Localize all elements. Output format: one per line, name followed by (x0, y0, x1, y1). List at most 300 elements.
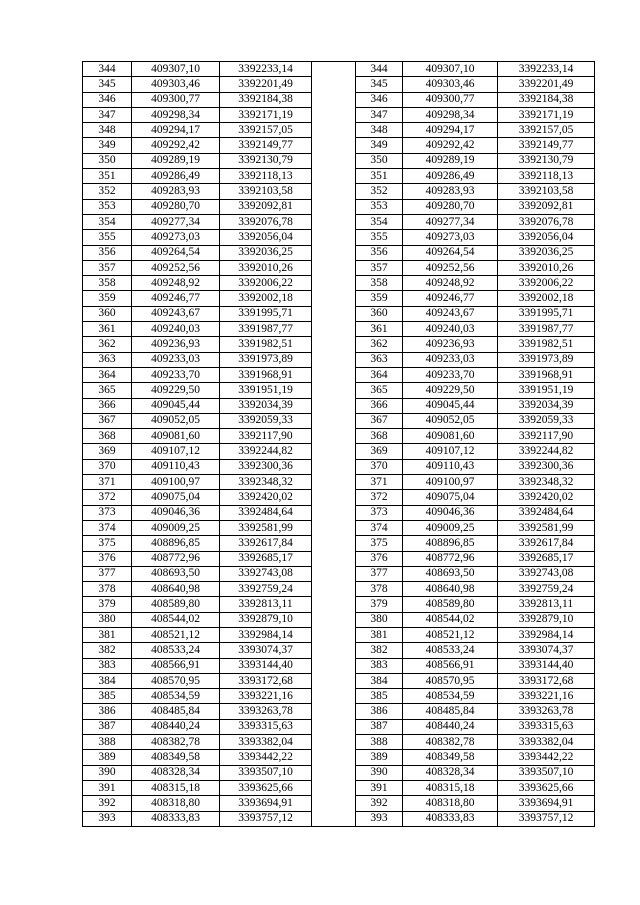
left-y-coordinate: 3392056,04 (220, 230, 312, 245)
table-row (83, 689, 595, 704)
right-x-coordinate: 409236,93 (403, 337, 498, 352)
left-y-coordinate: 3392685,17 (220, 551, 312, 566)
column-gap (312, 184, 356, 199)
right-point-number: 391 (356, 780, 403, 795)
table-row (83, 811, 595, 826)
left-x-coordinate: 408693,50 (132, 566, 220, 581)
left-x-coordinate: 409248,92 (132, 276, 220, 291)
table-row (83, 612, 595, 627)
right-y-coordinate: 3392879,10 (498, 612, 595, 627)
right-x-coordinate: 408349,58 (403, 750, 498, 765)
left-y-coordinate: 3392759,24 (220, 582, 312, 597)
right-x-coordinate: 408318,80 (403, 796, 498, 811)
right-y-coordinate: 3391968,91 (498, 367, 595, 382)
left-point-number: 355 (83, 230, 132, 245)
right-y-coordinate: 3391951,19 (498, 383, 595, 398)
left-x-coordinate: 408318,80 (132, 796, 220, 811)
left-y-coordinate: 3392420,02 (220, 490, 312, 505)
left-point-number: 358 (83, 276, 132, 291)
left-y-coordinate: 3393221,16 (220, 689, 312, 704)
column-gap (312, 627, 356, 642)
right-y-coordinate: 3391995,71 (498, 306, 595, 321)
column-gap (312, 169, 356, 184)
left-y-coordinate: 3392076,78 (220, 214, 312, 229)
column-gap (312, 597, 356, 612)
left-y-coordinate: 3392149,77 (220, 138, 312, 153)
column-gap (312, 673, 356, 688)
left-y-coordinate: 3393507,10 (220, 765, 312, 780)
right-point-number: 350 (356, 153, 403, 168)
left-y-coordinate: 3392184,38 (220, 92, 312, 107)
right-x-coordinate: 409233,70 (403, 367, 498, 382)
right-point-number: 380 (356, 612, 403, 627)
right-point-number: 378 (356, 582, 403, 597)
right-y-coordinate: 3392092,81 (498, 199, 595, 214)
left-y-coordinate: 3392034,39 (220, 398, 312, 413)
table-row (83, 138, 595, 153)
right-y-coordinate: 3393507,10 (498, 765, 595, 780)
right-x-coordinate: 409273,03 (403, 230, 498, 245)
right-point-number: 388 (356, 735, 403, 750)
left-point-number: 348 (83, 123, 132, 138)
left-point-number: 351 (83, 169, 132, 184)
column-gap (312, 780, 356, 795)
column-gap (312, 367, 356, 382)
left-point-number: 387 (83, 719, 132, 734)
left-point-number: 350 (83, 153, 132, 168)
left-x-coordinate: 409286,49 (132, 169, 220, 184)
column-gap (312, 383, 356, 398)
right-point-number: 384 (356, 673, 403, 688)
right-y-coordinate: 3391987,77 (498, 322, 595, 337)
left-point-number: 370 (83, 459, 132, 474)
right-point-number: 362 (356, 337, 403, 352)
right-x-coordinate: 409277,34 (403, 214, 498, 229)
left-y-coordinate: 3392130,79 (220, 153, 312, 168)
right-x-coordinate: 408534,59 (403, 689, 498, 704)
left-x-coordinate: 409045,44 (132, 398, 220, 413)
left-x-coordinate: 408566,91 (132, 658, 220, 673)
left-point-number: 373 (83, 505, 132, 520)
left-x-coordinate: 409081,60 (132, 429, 220, 444)
right-x-coordinate: 409052,05 (403, 413, 498, 428)
column-gap (312, 291, 356, 306)
left-x-coordinate: 409009,25 (132, 520, 220, 535)
left-point-number: 377 (83, 566, 132, 581)
left-point-number: 371 (83, 475, 132, 490)
left-x-coordinate: 408485,84 (132, 704, 220, 719)
table-row (83, 245, 595, 260)
column-gap (312, 306, 356, 321)
column-gap (312, 444, 356, 459)
left-y-coordinate: 3392813,11 (220, 597, 312, 612)
table-row (83, 536, 595, 551)
right-x-coordinate: 408693,50 (403, 566, 498, 581)
left-point-number: 352 (83, 184, 132, 199)
right-point-number: 383 (356, 658, 403, 673)
right-y-coordinate: 3393625,66 (498, 780, 595, 795)
column-gap (312, 276, 356, 291)
left-x-coordinate: 409280,70 (132, 199, 220, 214)
right-y-coordinate: 3392300,36 (498, 459, 595, 474)
left-y-coordinate: 3393172,68 (220, 673, 312, 688)
left-x-coordinate: 408521,12 (132, 627, 220, 642)
right-y-coordinate: 3393442,22 (498, 750, 595, 765)
left-x-coordinate: 408534,59 (132, 689, 220, 704)
column-gap (312, 398, 356, 413)
left-point-number: 363 (83, 352, 132, 367)
right-x-coordinate: 408640,98 (403, 582, 498, 597)
right-y-coordinate: 3392103,58 (498, 184, 595, 199)
left-x-coordinate: 408533,24 (132, 643, 220, 658)
left-y-coordinate: 3393694,91 (220, 796, 312, 811)
right-y-coordinate: 3393757,12 (498, 811, 595, 826)
left-y-coordinate: 3392092,81 (220, 199, 312, 214)
right-point-number: 373 (356, 505, 403, 520)
right-x-coordinate: 408485,84 (403, 704, 498, 719)
left-y-coordinate: 3393442,22 (220, 750, 312, 765)
right-y-coordinate: 3392010,26 (498, 260, 595, 275)
column-gap (312, 520, 356, 535)
right-point-number: 381 (356, 627, 403, 642)
left-y-coordinate: 3392581,99 (220, 520, 312, 535)
right-y-coordinate: 3392685,17 (498, 551, 595, 566)
table-row (83, 199, 595, 214)
right-y-coordinate: 3392233,14 (498, 62, 595, 77)
left-point-number: 390 (83, 765, 132, 780)
left-point-number: 346 (83, 92, 132, 107)
column-gap (312, 505, 356, 520)
table-row (83, 673, 595, 688)
left-point-number: 356 (83, 245, 132, 260)
right-y-coordinate: 3393263,78 (498, 704, 595, 719)
right-y-coordinate: 3392617,84 (498, 536, 595, 551)
left-point-number: 393 (83, 811, 132, 826)
left-point-number: 368 (83, 429, 132, 444)
table-row (83, 490, 595, 505)
table-row (83, 92, 595, 107)
right-point-number: 363 (356, 352, 403, 367)
left-y-coordinate: 3392300,36 (220, 459, 312, 474)
right-x-coordinate: 409300,77 (403, 92, 498, 107)
table-row (83, 398, 595, 413)
right-x-coordinate: 408521,12 (403, 627, 498, 642)
left-x-coordinate: 409046,36 (132, 505, 220, 520)
table-row (83, 367, 595, 382)
left-point-number: 362 (83, 337, 132, 352)
left-x-coordinate: 408349,58 (132, 750, 220, 765)
right-x-coordinate: 409264,54 (403, 245, 498, 260)
right-point-number: 346 (356, 92, 403, 107)
table-row (83, 230, 595, 245)
right-y-coordinate: 3392117,90 (498, 429, 595, 444)
right-x-coordinate: 408533,24 (403, 643, 498, 658)
right-point-number: 370 (356, 459, 403, 474)
left-y-coordinate: 3391995,71 (220, 306, 312, 321)
right-point-number: 344 (356, 62, 403, 77)
right-point-number: 372 (356, 490, 403, 505)
left-point-number: 378 (83, 582, 132, 597)
column-gap (312, 245, 356, 260)
left-x-coordinate: 408589,80 (132, 597, 220, 612)
right-point-number: 376 (356, 551, 403, 566)
left-y-coordinate: 3392484,64 (220, 505, 312, 520)
right-y-coordinate: 3392348,32 (498, 475, 595, 490)
right-y-coordinate: 3393221,16 (498, 689, 595, 704)
left-point-number: 384 (83, 673, 132, 688)
right-point-number: 379 (356, 597, 403, 612)
right-x-coordinate: 408382,78 (403, 735, 498, 750)
left-point-number: 365 (83, 383, 132, 398)
right-point-number: 358 (356, 276, 403, 291)
left-point-number: 364 (83, 367, 132, 382)
left-point-number: 347 (83, 107, 132, 122)
right-point-number: 368 (356, 429, 403, 444)
left-y-coordinate: 3393315,63 (220, 719, 312, 734)
right-x-coordinate: 408570,95 (403, 673, 498, 688)
left-x-coordinate: 408570,95 (132, 673, 220, 688)
left-y-coordinate: 3393263,78 (220, 704, 312, 719)
left-y-coordinate: 3392879,10 (220, 612, 312, 627)
column-gap (312, 352, 356, 367)
right-x-coordinate: 408440,24 (403, 719, 498, 734)
right-x-coordinate: 409081,60 (403, 429, 498, 444)
right-x-coordinate: 409246,77 (403, 291, 498, 306)
left-x-coordinate: 409107,12 (132, 444, 220, 459)
right-x-coordinate: 409307,10 (403, 62, 498, 77)
right-point-number: 361 (356, 322, 403, 337)
table-row (83, 260, 595, 275)
table-row (83, 459, 595, 474)
table-row (83, 719, 595, 734)
table-row (83, 551, 595, 566)
right-point-number: 347 (356, 107, 403, 122)
table-row (83, 107, 595, 122)
left-y-coordinate: 3393074,37 (220, 643, 312, 658)
right-point-number: 349 (356, 138, 403, 153)
table-row (83, 383, 595, 398)
right-x-coordinate: 409292,42 (403, 138, 498, 153)
left-x-coordinate: 409264,54 (132, 245, 220, 260)
left-y-coordinate: 3392059,33 (220, 413, 312, 428)
left-point-number: 374 (83, 520, 132, 535)
left-x-coordinate: 409273,03 (132, 230, 220, 245)
left-point-number: 376 (83, 551, 132, 566)
right-y-coordinate: 3392130,79 (498, 153, 595, 168)
right-y-coordinate: 3392184,38 (498, 92, 595, 107)
left-point-number: 372 (83, 490, 132, 505)
table-row (83, 520, 595, 535)
table-row (83, 505, 595, 520)
right-x-coordinate: 409110,43 (403, 459, 498, 474)
right-point-number: 352 (356, 184, 403, 199)
right-point-number: 374 (356, 520, 403, 535)
right-x-coordinate: 408328,34 (403, 765, 498, 780)
table-row (83, 475, 595, 490)
right-x-coordinate: 409283,93 (403, 184, 498, 199)
left-x-coordinate: 409277,34 (132, 214, 220, 229)
left-x-coordinate: 409289,19 (132, 153, 220, 168)
left-x-coordinate: 409075,04 (132, 490, 220, 505)
left-point-number: 388 (83, 735, 132, 750)
right-x-coordinate: 408589,80 (403, 597, 498, 612)
left-y-coordinate: 3392743,08 (220, 566, 312, 581)
column-gap (312, 77, 356, 92)
table-row (83, 322, 595, 337)
left-y-coordinate: 3392002,18 (220, 291, 312, 306)
column-gap (312, 413, 356, 428)
left-point-number: 344 (83, 62, 132, 77)
table-row (83, 582, 595, 597)
right-x-coordinate: 409233,03 (403, 352, 498, 367)
column-gap (312, 704, 356, 719)
column-gap (312, 750, 356, 765)
left-x-coordinate: 409283,93 (132, 184, 220, 199)
table-row (83, 627, 595, 642)
right-y-coordinate: 3393172,68 (498, 673, 595, 688)
left-point-number: 392 (83, 796, 132, 811)
right-x-coordinate: 408333,83 (403, 811, 498, 826)
table-row (83, 643, 595, 658)
right-y-coordinate: 3392484,64 (498, 505, 595, 520)
column-gap (312, 566, 356, 581)
right-x-coordinate: 409298,34 (403, 107, 498, 122)
left-point-number: 349 (83, 138, 132, 153)
table-row (83, 214, 595, 229)
right-point-number: 353 (356, 199, 403, 214)
column-gap (312, 107, 356, 122)
table-row (83, 796, 595, 811)
right-x-coordinate: 408566,91 (403, 658, 498, 673)
coordinate-table (82, 61, 595, 827)
right-point-number: 357 (356, 260, 403, 275)
left-point-number: 381 (83, 627, 132, 642)
right-point-number: 345 (356, 77, 403, 92)
left-y-coordinate: 3392233,14 (220, 62, 312, 77)
left-y-coordinate: 3392984,14 (220, 627, 312, 642)
left-y-coordinate: 3393757,12 (220, 811, 312, 826)
column-gap (312, 62, 356, 77)
right-y-coordinate: 3392034,39 (498, 398, 595, 413)
column-gap (312, 322, 356, 337)
left-x-coordinate: 408440,24 (132, 719, 220, 734)
right-point-number: 356 (356, 245, 403, 260)
right-y-coordinate: 3392759,24 (498, 582, 595, 597)
left-x-coordinate: 409243,67 (132, 306, 220, 321)
table-row (83, 780, 595, 795)
left-y-coordinate: 3392171,19 (220, 107, 312, 122)
right-point-number: 386 (356, 704, 403, 719)
left-x-coordinate: 409052,05 (132, 413, 220, 428)
right-point-number: 390 (356, 765, 403, 780)
left-y-coordinate: 3391973,89 (220, 352, 312, 367)
left-point-number: 380 (83, 612, 132, 627)
right-y-coordinate: 3392420,02 (498, 490, 595, 505)
right-point-number: 364 (356, 367, 403, 382)
column-gap (312, 230, 356, 245)
left-x-coordinate: 408772,96 (132, 551, 220, 566)
column-gap (312, 765, 356, 780)
right-y-coordinate: 3391982,51 (498, 337, 595, 352)
left-y-coordinate: 3393625,66 (220, 780, 312, 795)
left-point-number: 361 (83, 322, 132, 337)
left-x-coordinate: 409240,03 (132, 322, 220, 337)
column-gap (312, 199, 356, 214)
right-y-coordinate: 3392056,04 (498, 230, 595, 245)
right-y-coordinate: 3392002,18 (498, 291, 595, 306)
left-point-number: 391 (83, 780, 132, 795)
right-point-number: 371 (356, 475, 403, 490)
right-x-coordinate: 409248,92 (403, 276, 498, 291)
left-y-coordinate: 3392617,84 (220, 536, 312, 551)
left-point-number: 383 (83, 658, 132, 673)
left-x-coordinate: 409298,34 (132, 107, 220, 122)
right-y-coordinate: 3392813,11 (498, 597, 595, 612)
column-gap (312, 92, 356, 107)
left-y-coordinate: 3391987,77 (220, 322, 312, 337)
left-x-coordinate: 408896,85 (132, 536, 220, 551)
left-point-number: 379 (83, 597, 132, 612)
left-y-coordinate: 3392348,32 (220, 475, 312, 490)
left-x-coordinate: 408315,18 (132, 780, 220, 795)
column-gap (312, 719, 356, 734)
left-y-coordinate: 3392006,22 (220, 276, 312, 291)
column-gap (312, 551, 356, 566)
right-point-number: 385 (356, 689, 403, 704)
right-point-number: 387 (356, 719, 403, 734)
left-point-number: 375 (83, 536, 132, 551)
right-x-coordinate: 408544,02 (403, 612, 498, 627)
left-y-coordinate: 3392244,82 (220, 444, 312, 459)
left-y-coordinate: 3392103,58 (220, 184, 312, 199)
left-y-coordinate: 3391968,91 (220, 367, 312, 382)
table-row (83, 337, 595, 352)
table-row (83, 352, 595, 367)
left-x-coordinate: 409100,97 (132, 475, 220, 490)
column-gap (312, 214, 356, 229)
right-point-number: 365 (356, 383, 403, 398)
right-x-coordinate: 409280,70 (403, 199, 498, 214)
column-gap (312, 429, 356, 444)
column-gap (312, 475, 356, 490)
table-row (83, 169, 595, 184)
left-x-coordinate: 409252,56 (132, 260, 220, 275)
left-point-number: 360 (83, 306, 132, 321)
right-y-coordinate: 3392984,14 (498, 627, 595, 642)
right-x-coordinate: 408772,96 (403, 551, 498, 566)
table-row (83, 291, 595, 306)
left-y-coordinate: 3392010,26 (220, 260, 312, 275)
right-x-coordinate: 409009,25 (403, 520, 498, 535)
table-row (83, 658, 595, 673)
right-y-coordinate: 3393694,91 (498, 796, 595, 811)
right-point-number: 367 (356, 413, 403, 428)
right-x-coordinate: 409252,56 (403, 260, 498, 275)
column-gap (312, 735, 356, 750)
coordinate-table-body (83, 62, 595, 827)
left-x-coordinate: 409294,17 (132, 123, 220, 138)
table-row (83, 276, 595, 291)
left-point-number: 354 (83, 214, 132, 229)
right-x-coordinate: 409243,67 (403, 306, 498, 321)
column-gap (312, 123, 356, 138)
right-x-coordinate: 409303,46 (403, 77, 498, 92)
right-x-coordinate: 409289,19 (403, 153, 498, 168)
right-point-number: 354 (356, 214, 403, 229)
right-point-number: 359 (356, 291, 403, 306)
left-point-number: 369 (83, 444, 132, 459)
right-x-coordinate: 409229,50 (403, 383, 498, 398)
